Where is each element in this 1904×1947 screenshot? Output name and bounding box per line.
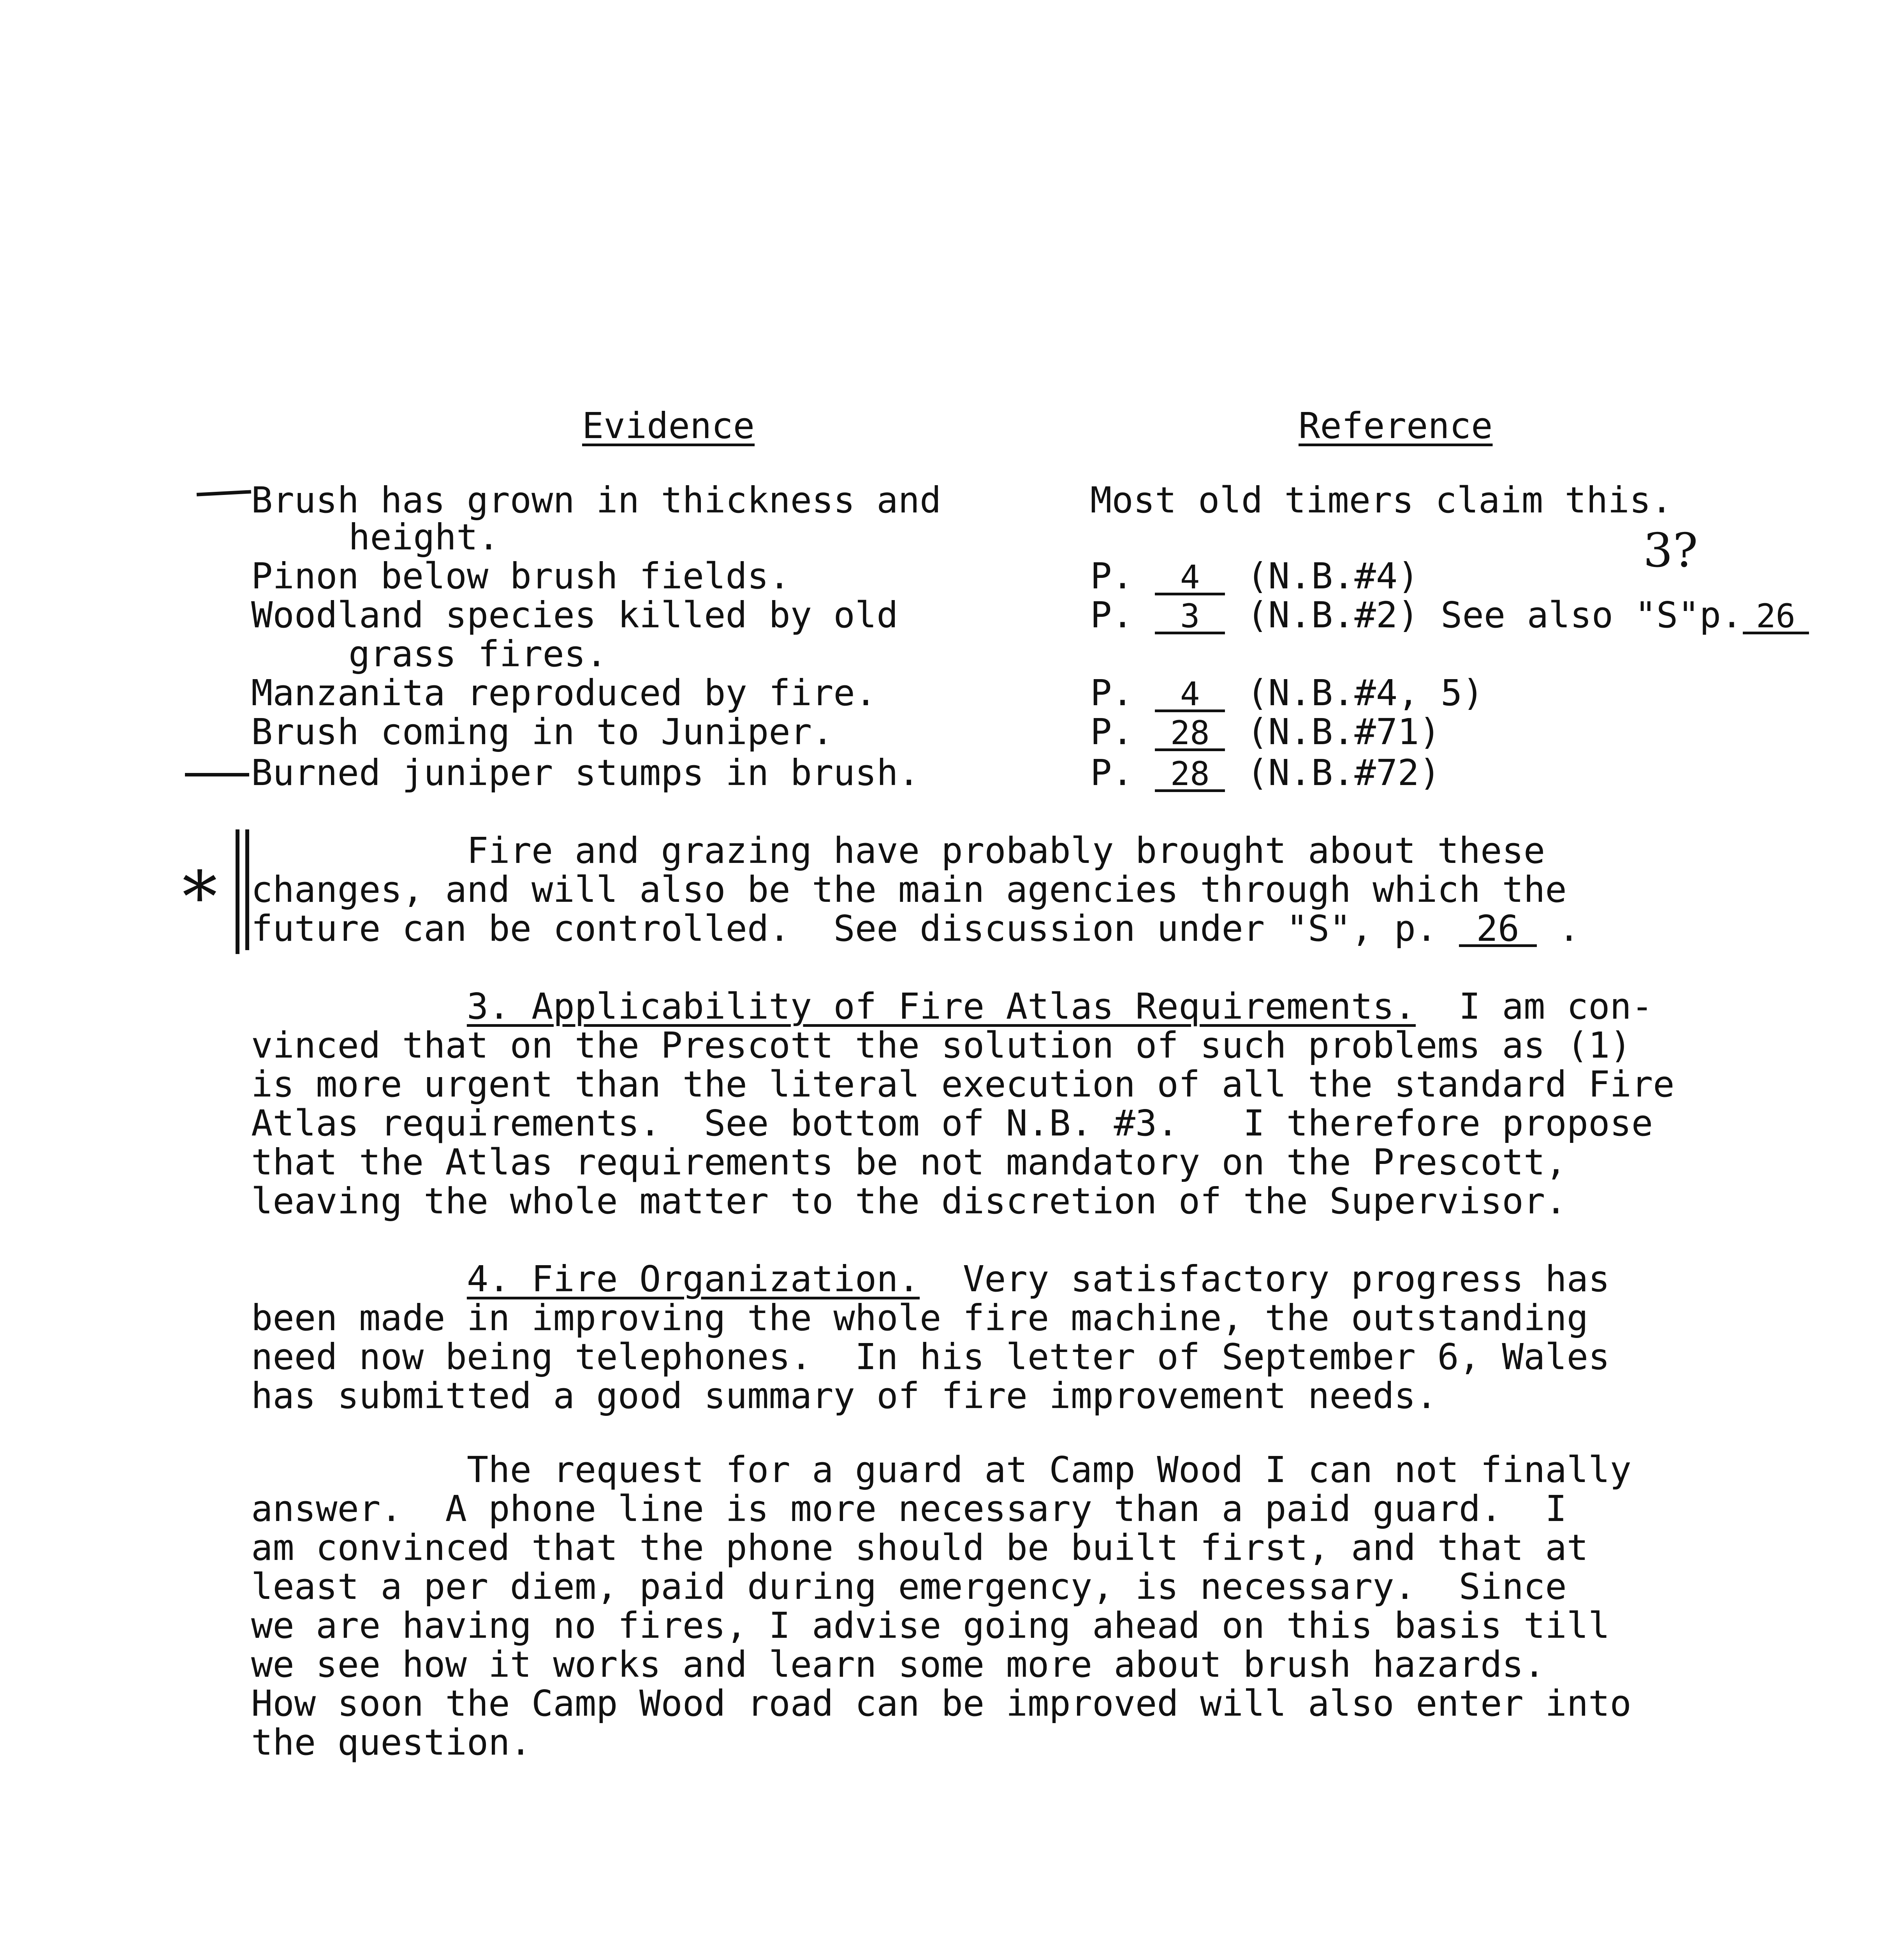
paragraph-text: future can be controlled. See discussion under "S", p.: [251, 908, 1459, 949]
reference-prefix: P.: [1090, 672, 1133, 714]
evidence-item: Brush has grown in thickness and: [251, 479, 941, 521]
evidence-item: Burned juniper stumps in brush.: [251, 752, 920, 794]
paragraph-line: we are having no fires, I advise going ahead on this basis till: [251, 1605, 1610, 1646]
section-4-heading: 4. Fire Organization.: [466, 1258, 920, 1300]
paragraph-line: has submitted a good summary of fire improvement needs.: [251, 1375, 1438, 1417]
reference-extra-page-number: 26: [1743, 600, 1809, 634]
paragraph-line: least a per diem, paid during emergency, is necessary. Since: [251, 1566, 1567, 1607]
reference-note: (N.B.#2) See also "S"p.: [1246, 594, 1743, 636]
reference-page-number: 4: [1155, 562, 1225, 595]
reference-page-number: 3: [1155, 600, 1225, 634]
reference-note: (N.B.#72): [1246, 752, 1441, 794]
reference-prefix: P.: [1090, 711, 1133, 753]
paragraph-line: is more urgent than the literal execution of all the standard Fire: [251, 1063, 1675, 1105]
reference-page-number: 28: [1155, 717, 1225, 751]
reference-item: [1090, 674, 1484, 713]
evidence-item: Brush coming in to Juniper.: [251, 711, 834, 753]
paragraph-line: Atlas requirements. See bottom of N.B. #3. I therefore propose: [251, 1102, 1653, 1144]
section-3-first-line: [251, 987, 1805, 1026]
reference-prefix: P.: [1090, 594, 1133, 636]
reference-item: [1090, 713, 1441, 752]
handwritten-annotation: 3?: [1643, 524, 1698, 578]
paragraph-line: answer. A phone line is more necessary than a paid guard. I: [251, 1488, 1567, 1530]
evidence-item: Pinon below brush fields.: [251, 555, 790, 597]
margin-dash-mark: [185, 773, 249, 776]
paragraph-line: been made in improving the whole fire machine, the outstanding: [251, 1297, 1589, 1339]
paragraph-text: Very satisfactory progress has: [920, 1258, 1610, 1300]
evidence-item-cont: grass fires.: [348, 633, 607, 675]
paragraph-text: I am con-: [1416, 986, 1653, 1027]
paragraph-line: The request for a guard at Camp Wood I can not finally: [251, 1449, 1631, 1491]
section-3-heading: 3. Applicability of Fire Atlas Requirements.: [466, 986, 1416, 1027]
section-4-first-line: [251, 1260, 1805, 1298]
reference-item: [1090, 596, 1809, 635]
paragraph-line: that the Atlas requirements be not mandatory on the Prescott,: [251, 1141, 1567, 1183]
paragraph-line: [251, 909, 1805, 948]
paragraph-line: How soon the Camp Wood road can be improved will also enter into: [251, 1683, 1631, 1724]
reference-prefix: P.: [1090, 752, 1133, 794]
paragraph-line: need now being telephones. In his letter of September 6, Wales: [251, 1336, 1610, 1378]
margin-vertical-bar: [236, 829, 239, 954]
reference-page-number: 4: [1155, 678, 1225, 712]
paragraph-line: the question.: [251, 1722, 532, 1763]
paragraph-line: Fire and grazing have probably brought about these: [251, 830, 1545, 871]
paragraph-line: we see how it works and learn some more about brush hazards.: [251, 1644, 1545, 1685]
reference-note: (N.B.#4): [1246, 555, 1419, 597]
paragraph-line: vinced that on the Prescott the solution of such problems as (1): [251, 1025, 1631, 1066]
reference-item: Most old timers claim this.: [1090, 479, 1673, 521]
evidence-item-cont: height.: [348, 516, 500, 558]
reference-page-number: 28: [1155, 758, 1225, 792]
reference-prefix: P.: [1090, 555, 1133, 597]
margin-vertical-bar: [245, 829, 249, 950]
reference-note: (N.B.#4, 5): [1246, 672, 1484, 714]
reference-column-header: Reference: [1299, 405, 1493, 447]
margin-dash-mark: [197, 490, 251, 496]
evidence-column-header: Evidence: [582, 405, 755, 447]
reference-item: [1090, 753, 1441, 792]
reference-item: [1090, 557, 1419, 596]
paragraph-line: am convinced that the phone should be built first, and that at: [251, 1527, 1589, 1569]
reference-page-blank: 26: [1459, 913, 1537, 947]
margin-star-mark: *: [182, 857, 217, 938]
paragraph-line: changes, and will also be the main agencies through which the: [251, 869, 1567, 910]
paragraph-text: .: [1536, 908, 1580, 949]
evidence-item: Woodland species killed by old: [251, 594, 898, 636]
evidence-item: Manzanita reproduced by fire.: [251, 672, 877, 714]
reference-note: (N.B.#71): [1246, 711, 1441, 753]
paragraph-line: leaving the whole matter to the discretion of the Supervisor.: [251, 1180, 1567, 1222]
